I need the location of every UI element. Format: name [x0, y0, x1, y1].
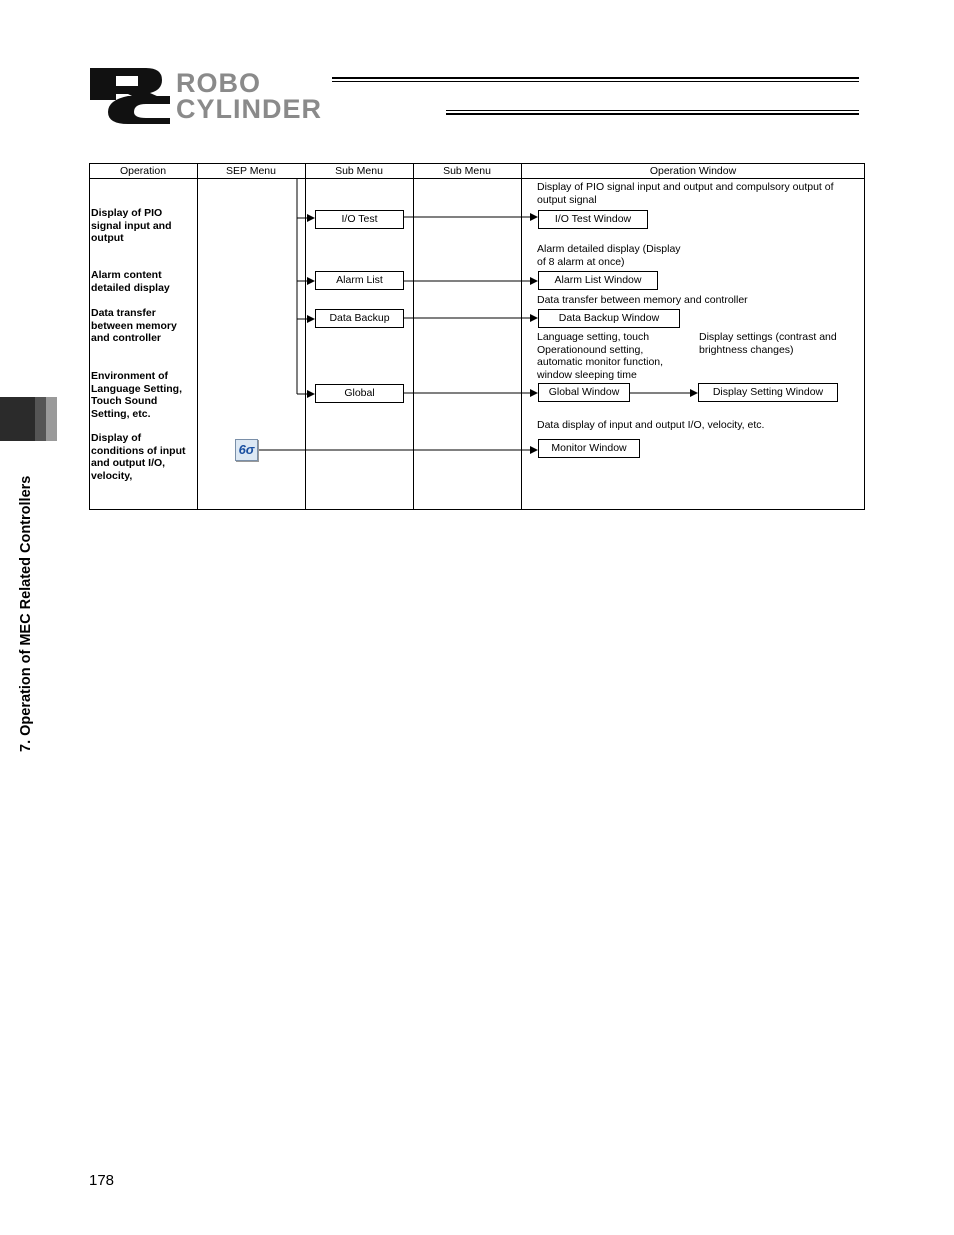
- header-rule-bottom-1: [446, 110, 859, 111]
- table-col-divider: [413, 163, 414, 510]
- side-chapter-label: 7. Operation of MEC Related Controllers: [18, 475, 34, 752]
- window-data-backup[interactable]: Data Backup Window: [538, 309, 680, 328]
- table-col-divider: [521, 163, 522, 510]
- header-sub-menu-2: Sub Menu: [443, 165, 491, 177]
- window-alarm-list[interactable]: Alarm List Window: [538, 271, 658, 290]
- desc-display-setting: Display settings (contrast and brightness changes): [699, 331, 837, 356]
- side-tab-block-light: [46, 397, 57, 441]
- side-tab-block-mid: [35, 397, 46, 441]
- header-operation-window: Operation Window: [649, 165, 737, 177]
- window-monitor[interactable]: Monitor Window: [538, 439, 640, 458]
- table-header-divider: [89, 178, 865, 179]
- header-rule-top-2: [332, 81, 859, 82]
- desc-io: Display of PIO signal input and output and compulsory output of output signal: [537, 181, 834, 206]
- header-operation: Operation: [119, 165, 167, 177]
- desc-backup: Data transfer between memory and controller: [537, 294, 748, 306]
- operation-pio-display: Display of PIO signal input and output: [91, 207, 172, 244]
- table-col-divider: [197, 163, 198, 510]
- operation-data-transfer: Data transfer between memory and controller: [91, 307, 177, 344]
- submenu-io-test[interactable]: I/O Test: [315, 210, 404, 229]
- submenu-data-backup[interactable]: Data Backup: [315, 309, 404, 328]
- operation-io-conditions: Display of conditions of input and output I/O, velocity,: [91, 432, 186, 482]
- submenu-alarm-list[interactable]: Alarm List: [315, 271, 404, 290]
- window-global[interactable]: Global Window: [538, 383, 630, 402]
- header-rule-top-1: [332, 77, 859, 79]
- header-rule-bottom-2: [446, 113, 859, 115]
- monitor-glasses-icon[interactable]: 6σ: [235, 439, 258, 461]
- side-tab-block-dark: [0, 397, 35, 441]
- window-display-setting[interactable]: Display Setting Window: [698, 383, 838, 402]
- rc-logo-icon: [88, 66, 172, 126]
- desc-monitor: Data display of input and output I/O, velocity, etc.: [537, 419, 765, 431]
- submenu-global[interactable]: Global: [315, 384, 404, 403]
- header-sep-menu: SEP Menu: [225, 165, 276, 177]
- table-col-divider: [305, 163, 306, 510]
- header-sub-menu-1: Sub Menu: [335, 165, 383, 177]
- operation-environment-setting: Environment of Language Setting, Touch Sound Setting, etc.: [91, 370, 183, 420]
- logo-cylinder-text: CYLINDER: [176, 94, 323, 124]
- window-io-test[interactable]: I/O Test Window: [538, 210, 648, 229]
- desc-global: Language setting, touch Operationound setting, automatic monitor function, window sleeping time: [537, 331, 664, 381]
- desc-alarm: Alarm detailed display (Display of 8 alarm at once): [537, 243, 681, 268]
- logo-robo-text: ROBO: [176, 68, 261, 98]
- page-number: 178: [89, 1172, 115, 1189]
- operation-alarm-display: Alarm content detailed display: [91, 269, 170, 294]
